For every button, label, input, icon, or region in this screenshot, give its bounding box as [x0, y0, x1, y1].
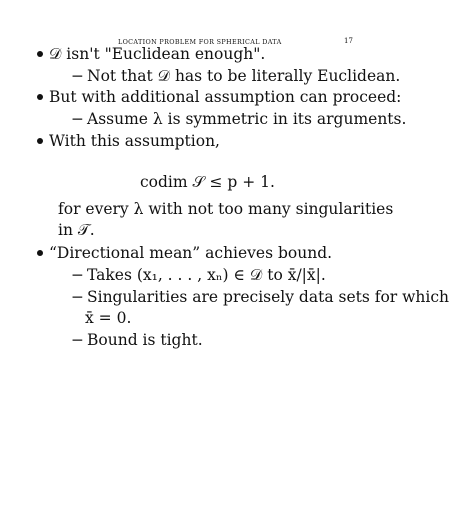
dash-icon: −	[71, 331, 84, 349]
bullet-2	[37, 88, 401, 107]
bullet-3	[37, 132, 220, 151]
bullet-4-sub-3-text: Bound is tight.	[87, 331, 203, 349]
bullet-4	[37, 244, 332, 263]
bullet-1-sub-1	[71, 67, 400, 86]
page-number: 17	[344, 37, 353, 45]
display-equation: codim 𝒮 ≤ p + 1.	[140, 173, 275, 191]
dash-icon: −	[71, 67, 84, 85]
bullet-1	[37, 45, 265, 64]
dash-icon: −	[71, 288, 84, 306]
bullet-2-sub-1	[71, 110, 406, 129]
bullet-1-sub-1-text: Not that 𝒟 has to be literally Euclidean.	[87, 67, 401, 85]
dash-icon: −	[71, 266, 84, 284]
bullet-3-continuation-2: in 𝒯.	[58, 221, 95, 239]
bullet-4-sub-2-continuation: x̄ = 0.	[85, 309, 132, 327]
bullet-4-sub-2-text: Singularities are precisely data sets for which	[87, 288, 449, 306]
bullet-4-sub-2	[71, 288, 449, 307]
dash-icon: −	[71, 110, 84, 128]
bullet-1-text: 𝒟 isn't "Euclidean enough".	[49, 45, 266, 63]
bullet-icon	[37, 138, 43, 144]
bullet-2-sub-1-text: Assume λ is symmetric in its arguments.	[87, 110, 407, 128]
bullet-4-sub-1-text: Takes (x₁, . . . , xₙ) ∈ 𝒟 to x̄/|x̄|.	[87, 266, 326, 284]
bullet-3-continuation-1: for every λ with not too many singularities	[58, 200, 394, 218]
bullet-3-text: With this assumption,	[49, 132, 220, 150]
bullet-2-text: But with additional assumption can proceed:	[49, 88, 402, 106]
bullet-icon	[37, 51, 43, 57]
bullet-icon	[37, 250, 43, 256]
bullet-4-text: “Directional mean” achieves bound.	[49, 244, 333, 262]
bullet-icon	[37, 94, 43, 100]
bullet-4-sub-3	[71, 331, 203, 350]
running-header: LOCATION PROBLEM FOR SPHERICAL DATA	[118, 38, 282, 46]
bullet-4-sub-1	[71, 266, 326, 285]
